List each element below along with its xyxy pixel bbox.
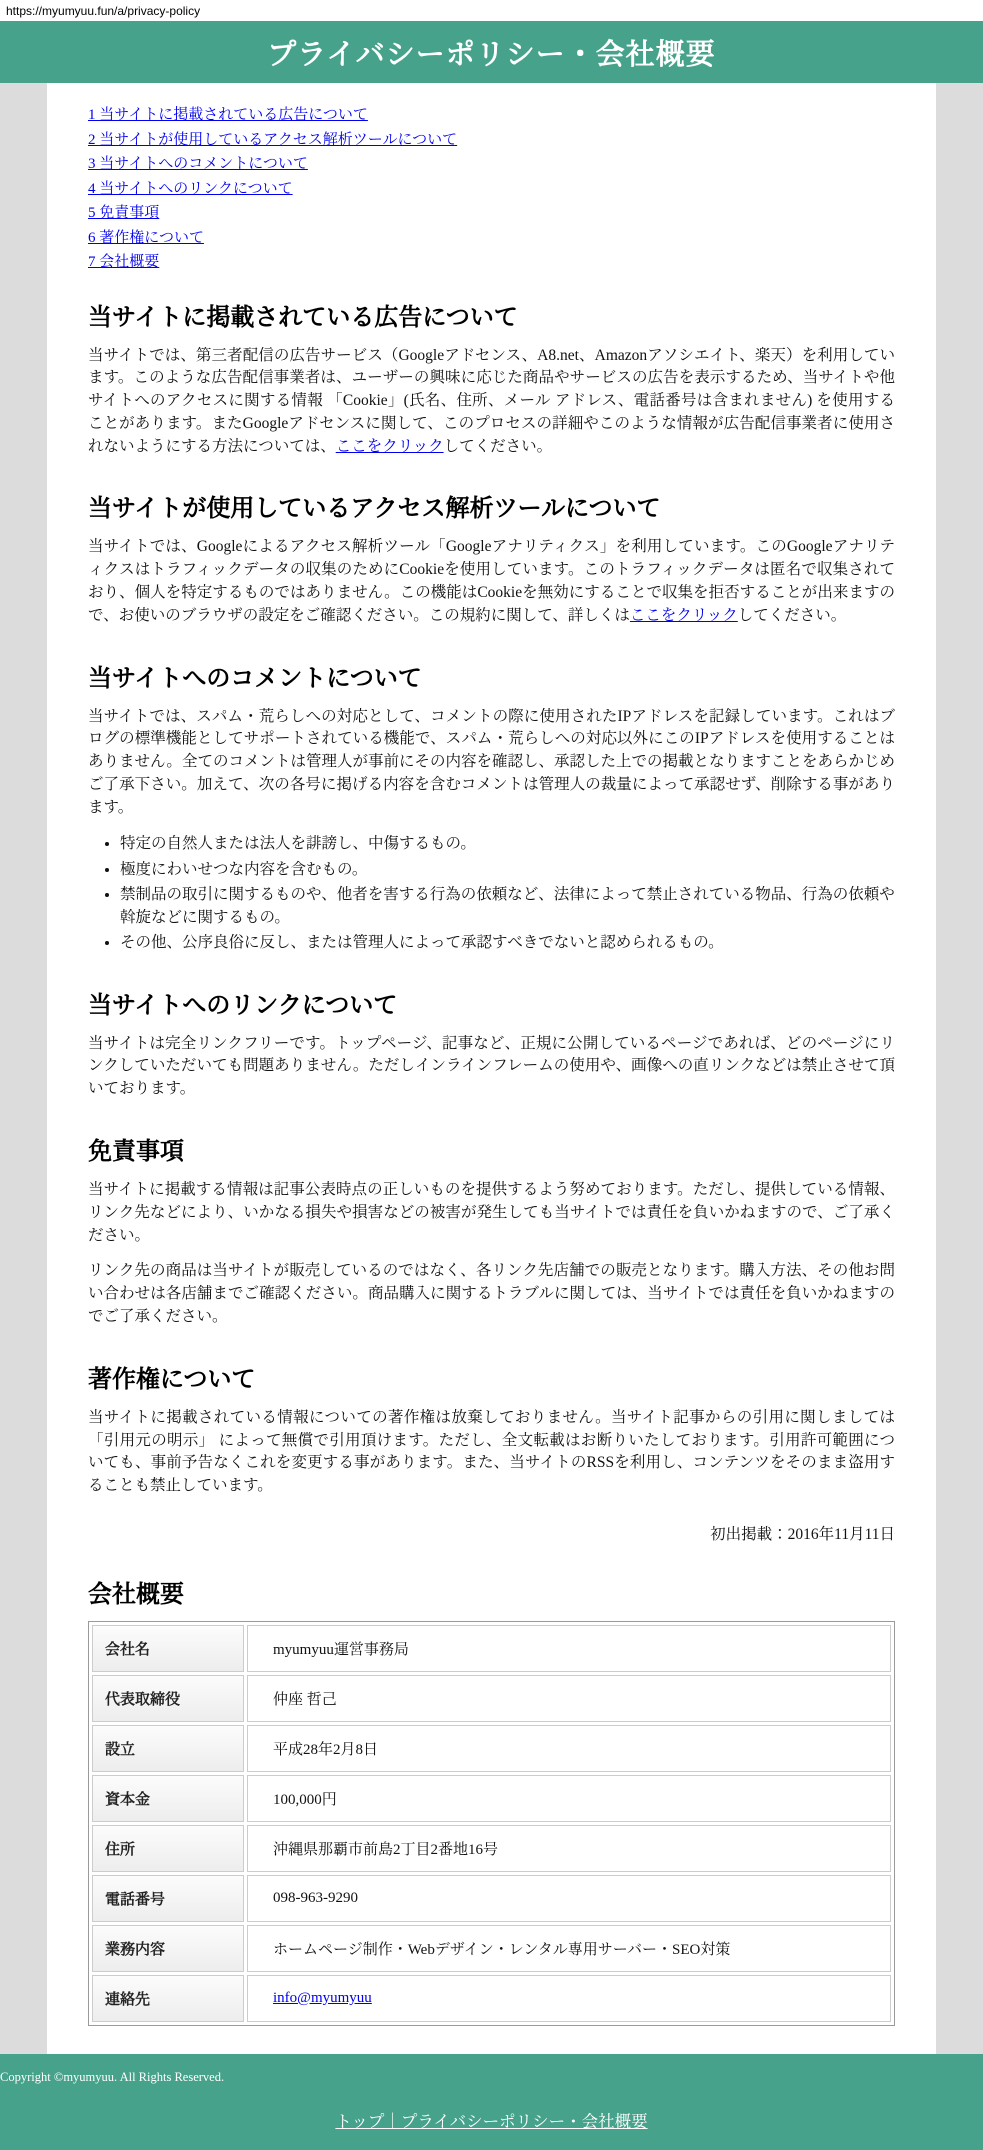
list-item: [88, 250, 895, 275]
toc-link-disclaimer[interactable]: 5 免責事項: [88, 205, 160, 221]
section-heading-links: 当サイトへのリンクについて: [88, 991, 398, 1019]
section-heading-analytics: 当サイトが使用しているアクセス解析ツールについて: [88, 495, 661, 523]
section-heading-company: 会社概要: [88, 1580, 184, 1608]
table-row: [92, 1825, 891, 1872]
list-item: [88, 103, 895, 128]
row-label: 設立: [92, 1725, 244, 1772]
paragraph-text: 当サイトでは、Googleによるアクセス解析ツール「Googleアナリティクス」を利用しています。このGoogleアナリティクスはトラフィックデータの収集のためにCookieを使用しています。このトラフィックデータは匿名で収集されており、個人を特定するものではありません。この機能はCookieを無効にすることで収集を拒否することが出来ますので、お使いのブラウザの設定をご確認ください。この規約に関して、詳しくは: [88, 538, 895, 624]
click-here-link-analytics[interactable]: ここをクリック: [629, 606, 738, 624]
disclaimer-paragraph-1: 当サイトに掲載する情報は記事公表時点の正しいものを提供するよう努めております。ただし、提供している情報、リンク先などにより、いかなる損失や損害などの被害が発生しても当サイトでは責任を負いかねますので、ご了承ください。: [88, 1181, 895, 1244]
section-comments: [88, 658, 895, 955]
toc-link-ads[interactable]: 1 当サイトに掲載されている広告について: [88, 107, 368, 123]
list-item: [88, 177, 895, 202]
comment-rules-list: [88, 832, 895, 954]
toc-link-company[interactable]: 7 会社概要: [88, 254, 160, 270]
footer-navigation: [0, 2108, 983, 2132]
row-label: 業務内容: [92, 1925, 244, 1972]
content-area: [47, 83, 936, 2054]
click-here-link-ads[interactable]: ここをクリック: [335, 437, 444, 455]
paragraph-text: してください。: [737, 606, 847, 624]
toc-link-comments[interactable]: 3 当サイトへのコメントについて: [88, 156, 308, 172]
row-value: 100,000円: [247, 1775, 891, 1822]
list-item: • 特定の自然人または法人を誹謗し、中傷するもの。: [120, 832, 895, 855]
list-item: [88, 128, 895, 153]
table-row: [92, 1725, 891, 1772]
row-label: 電話番号: [92, 1875, 244, 1922]
table-row: [92, 1875, 891, 1922]
section-disclaimer: [88, 1131, 895, 1329]
row-value: ホームページ制作・Webデザイン・レンタル専用サーバー・SEO対策: [247, 1925, 891, 1972]
row-value: 平成28年2月8日: [247, 1725, 891, 1772]
list-item: [88, 226, 895, 251]
contact-email-link[interactable]: info@myumyuu: [273, 1989, 372, 2006]
section-heading-copyright: 著作権について: [88, 1365, 256, 1393]
section-heading-disclaimer: 免責事項: [88, 1138, 184, 1166]
browser-url-bar: [0, 0, 983, 21]
disclaimer-paragraph-2: リンク先の商品は当サイトが販売しているのではなく、各リンク先店舗での販売となります。購入方法、その他お問い合わせは各店舗までご確認ください。商品購入に関するトラブルに関しては、当サイトでは責任を負いかねますのでご了承ください。: [88, 1262, 895, 1325]
page-footer: [0, 2054, 983, 2150]
row-value: 仲座 哲己: [247, 1675, 891, 1722]
section-ads: [88, 297, 895, 459]
table-row: [92, 1625, 891, 1672]
section-heading-ads: 当サイトに掲載されている広告について: [88, 303, 518, 331]
footer-nav-link[interactable]: トップ｜プライバシーポリシー・会社概要: [335, 2112, 648, 2132]
section-company: [88, 1574, 895, 2026]
section-links-paragraph: 当サイトは完全リンクフリーです。トップページ、記事など、正規に公開しているページであれば、どのページにリンクしていただいても問題ありません。ただしインラインフレームの使用や、画像への直リンクなどは禁止させて頂いております。: [88, 1034, 895, 1098]
section-ads-paragraph: [88, 345, 895, 459]
table-of-contents: [88, 103, 895, 275]
row-label: 資本金: [92, 1775, 244, 1822]
table-row: [92, 1675, 891, 1722]
section-links: [88, 985, 895, 1101]
list-item: [88, 201, 895, 226]
section-analytics-paragraph: [88, 536, 895, 627]
section-heading-comments: 当サイトへのコメントについて: [88, 664, 422, 692]
list-item: [88, 152, 895, 177]
row-label: 住所: [92, 1825, 244, 1872]
paragraph-text: してください。: [443, 437, 553, 455]
paragraph-text: 当サイトでは、第三者配信の広告サービス（Googleアドセンス、A8.net、Amazonアソシエイト、楽天）を利用しています。このような広告配信事業者は、ユーザーの興味に応じた商品やサービスの広告を表示するため、当サイトや他サイトへのアクセスに関する情報 「Cookie」(氏名、住所、メール アドレス、電話番号は含まれません) を使用することがあります。またGoogleアドセンスに関して、このプロセスの詳細やこのような情報が広告配信事業者に使用されないようにする方法については、: [88, 346, 895, 455]
list-item: • その他、公序良俗に反し、または管理人によって承認すべきでないと認められるもの。: [120, 931, 895, 954]
toc-link-analytics[interactable]: 2 当サイトが使用しているアクセス解析ツールについて: [88, 131, 458, 148]
section-analytics: [88, 488, 895, 627]
list-item: • 極度にわいせつな内容を含むもの。: [120, 858, 895, 881]
toc-link-copyright[interactable]: 6 著作権について: [88, 229, 204, 246]
row-value: myumyuu運営事務局: [247, 1625, 891, 1672]
row-label: 代表取締役: [92, 1675, 244, 1722]
page-title: プライバシーポリシー・会社概要: [267, 38, 716, 71]
section-copyright-policy: [88, 1359, 895, 1544]
page-header: [0, 21, 983, 83]
company-overview-table: [88, 1621, 895, 2026]
row-label: 会社名: [92, 1625, 244, 1672]
table-row: [92, 1975, 891, 2022]
row-label: 連絡先: [92, 1975, 244, 2022]
row-value: [247, 1975, 891, 2022]
copyright-notice: Copyright ©myumyuu. All Rights Reserved.: [0, 2069, 225, 2084]
list-item: • 禁制品の取引に関するものや、他者を害する行為の依頼など、法律によって禁止されている物品、行為の依頼や斡旋などに関するもの。: [120, 883, 895, 930]
table-row: [92, 1775, 891, 1822]
row-value: 沖縄県那覇市前島2丁目2番地16号: [247, 1825, 891, 1872]
row-value: 098-963-9290: [247, 1875, 891, 1922]
first-published-date: 初出掲載：2016年11月11日: [710, 1525, 895, 1543]
section-comments-paragraph: 当サイトでは、スパム・荒らしへの対応として、コメントの際に使用されたIPアドレスを記録しています。これはブログの標準機能としてサポートされている機能で、スパム・荒らしへの対応以外にこのIPアドレスを使用することはありません。全てのコメントは管理人が事前にその内容を確認し、承認した上での掲載となりますことをあらかじめご了承下さい。加えて、次の各号に掲げる内容を含むコメントは管理人の裁量によって承認せず、削除する事があります。: [88, 707, 895, 816]
table-row: [92, 1925, 891, 1972]
copyright-paragraph: 当サイトに掲載されている情報についての著作権は放棄しておりません。当サイト記事からの引用に関しましては 「引用元の明示」 によって無償で引用頂けます。ただし、全文転載はお断りいたしております。引用許可範囲についても、事前予告なくこれを変更する事があります。また、当サイトのRSSを利用し、コンテンツをそのまま盗用することも禁止しています。: [88, 1408, 895, 1495]
page-url: https://myumyuu.fun/a/privacy-policy: [6, 4, 201, 18]
toc-link-links[interactable]: 4 当サイトへのリンクについて: [88, 180, 293, 197]
